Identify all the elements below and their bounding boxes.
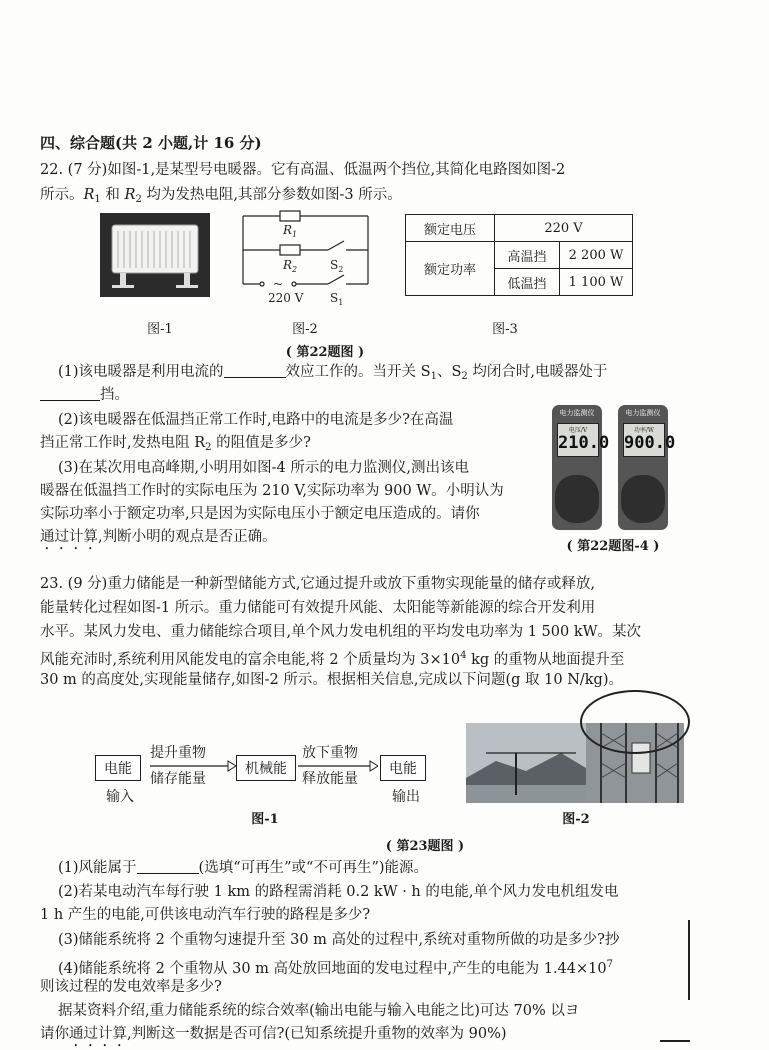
- flow-box-mechanical: 机械能: [236, 755, 296, 781]
- zoom-circle: [580, 690, 690, 754]
- section-title: 四、综合题(共 2 小题,计 16 分): [40, 134, 262, 152]
- q23-fig1-caption: 图-1: [251, 812, 279, 827]
- circuit-r1-label: $R_1$: [283, 223, 298, 239]
- power-monitor-power: 电力监测仪 功率/W 900.0: [618, 405, 668, 530]
- q22-fig4-caption: ( 第22题图-4 ): [566, 539, 660, 554]
- q23-intro-line2: 能量转化过程如图-1 所示。重力储能可有效提升风能、太阳能等新能源的综合开发利用: [40, 600, 596, 616]
- power-monitor-voltage: 电力监测仪 电压/V 210.0: [552, 405, 602, 530]
- q23-intro-line3: 水平。某风力发电、重力储能综合项目,单个风力发电机组的平均发电功率为 1 500 kW。某次: [40, 624, 642, 640]
- q22-part2-line2: 挡正常工作时,发热电阻 $R_2$ 的阻值是多少?: [40, 435, 311, 453]
- flow-arrow-1: [150, 760, 236, 772]
- q23-part1: (1)风能属于 (选填“可再生”或“不可再生”)能源。: [58, 860, 429, 876]
- rated-voltage-label: 额定电压: [406, 215, 495, 242]
- flow-box-electric-out: 电能: [380, 755, 426, 781]
- q22-figure-group-caption: ( 第22题图 ): [285, 345, 365, 360]
- flow-arrow1-top-label: 提升重物: [150, 745, 206, 761]
- flow-output-label: 输出: [392, 789, 420, 805]
- q22-part1-line1: (1)该电暖器是利用电流的 效应工作的。当开关 $S_1$、$S_2$ 均闭合时,电暖器处于: [58, 364, 608, 382]
- q23-part2-line2: 1 h 产生的电能,可供该电动汽车行驶的路程是多少?: [40, 907, 371, 923]
- flow-input-label: 输入: [106, 789, 134, 805]
- q22-fig3-caption: 图-3: [492, 322, 518, 337]
- flow-arrow1-bottom-label: 储存能量: [150, 771, 206, 787]
- q23-part2-line1: (2)若某电动汽车每行驶 1 km 的路程需消耗 0.2 kW · h 的电能,单个风力发电机组发电: [58, 884, 619, 900]
- q23-part5-line1: 据某资料介绍,重力储能系统的综合效率(输出电能与输入电能之比)可达 70% 以ヨ: [58, 1003, 580, 1019]
- low-gear-value: 1 100 W: [560, 269, 633, 296]
- q23-intro-line1: 23. (9 分)重力储能是一种新型储能方式,它通过提升或放下重物实现能量的储存或释放,: [40, 576, 596, 592]
- rated-voltage-value: 220 V: [495, 215, 633, 242]
- q22-intro-line1: 22. (7 分)如图-1,是某型号电暖器。它有高温、低温两个挡位,其简化电路图如图-2: [40, 162, 566, 178]
- q22-fig1-caption: 图-1: [147, 322, 173, 337]
- q23-intro-line5: 30 m 的高度处,实现能量储存,如图-2 所示。根据相关信息,完成以下问题(g 取 10 N/kg)。: [40, 672, 623, 688]
- q22-part3-line1: (3)在某次用电高峰期,小明用如图-4 所示的电力监测仪,测出该电: [58, 460, 469, 476]
- q23-fig2-caption: 图-2: [562, 812, 590, 827]
- q22-part2-line1: (2)该电暖器在低温挡正常工作时,电路中的电流是多少?在高温: [58, 412, 454, 428]
- q23-part4-line1: (4)储能系统将 2 个重物从 30 m 高处放回地面的发电过程中,产生的电能为 $1.44\times 10^7$: [58, 959, 613, 977]
- answer-blank[interactable]: [224, 363, 286, 378]
- q23-intro-line4: 风能充沛时,系统利用风能发电的富余电能,将 2 个质量均为 $3\times 10^4$ kg 的重物从地面提升至: [40, 650, 625, 668]
- margin-tick: [660, 1040, 690, 1042]
- q23-figure-group-caption: ( 第23题图 ): [385, 839, 465, 854]
- high-gear-label: 高温挡: [495, 242, 560, 269]
- circuit-s1-label: $S_1$: [330, 291, 344, 307]
- parameter-table: [405, 214, 633, 296]
- q23-part3: (3)储能系统将 2 个重物匀速提升至 30 m 高处的过程中,系统对重物所做的功是多少?抄: [58, 932, 620, 948]
- rated-power-label: 额定功率: [406, 242, 495, 296]
- margin-line: [688, 920, 690, 1000]
- low-gear-label: 低温挡: [495, 269, 560, 296]
- q22-fig2-caption: 图-2: [292, 322, 318, 337]
- q23-part5-line2: 请你通过计算,判断这一数据是否可信?(已知系统提升重物的效率为 90%): [40, 1026, 507, 1042]
- q23-part4-line2: 则该过程的发电效率是多少?: [40, 979, 222, 995]
- q22-intro-line2: 所示。$R_1$ 和 $R_2$ 均为发热电阻,其部分参数如图-3 所示。: [40, 187, 402, 205]
- high-gear-value: 2 200 W: [560, 242, 633, 269]
- flow-arrow2-top-label: 放下重物: [302, 745, 358, 761]
- circuit-s2-label: $S_2$: [330, 258, 344, 274]
- q22-part1-line2: 挡。: [40, 385, 129, 405]
- answer-blank[interactable]: [137, 859, 199, 874]
- q22-part3-line2: 暖器在低温挡工作时的实际电压为 210 V,实际功率为 900 W。小明认为: [40, 483, 504, 499]
- circuit-ac-symbol: ~: [273, 277, 284, 291]
- circuit-diagram: [238, 208, 373, 313]
- q22-part3-line3: 实际功率小于额定功率,只是因为实际电压小于额定电压造成的。请你: [40, 506, 480, 522]
- circuit-voltage-label: 220 V: [268, 291, 304, 305]
- heater-photo: [100, 213, 210, 297]
- flow-arrow-2: [298, 760, 378, 772]
- q22-part3-line4: 通过计算,判断小明的观点是否正确。: [40, 529, 277, 545]
- flow-box-electric-in: 电能: [95, 755, 141, 781]
- circuit-r2-label: $R_2$: [283, 258, 298, 274]
- flow-arrow2-bottom-label: 释放能量: [302, 771, 358, 787]
- answer-blank[interactable]: [40, 386, 100, 401]
